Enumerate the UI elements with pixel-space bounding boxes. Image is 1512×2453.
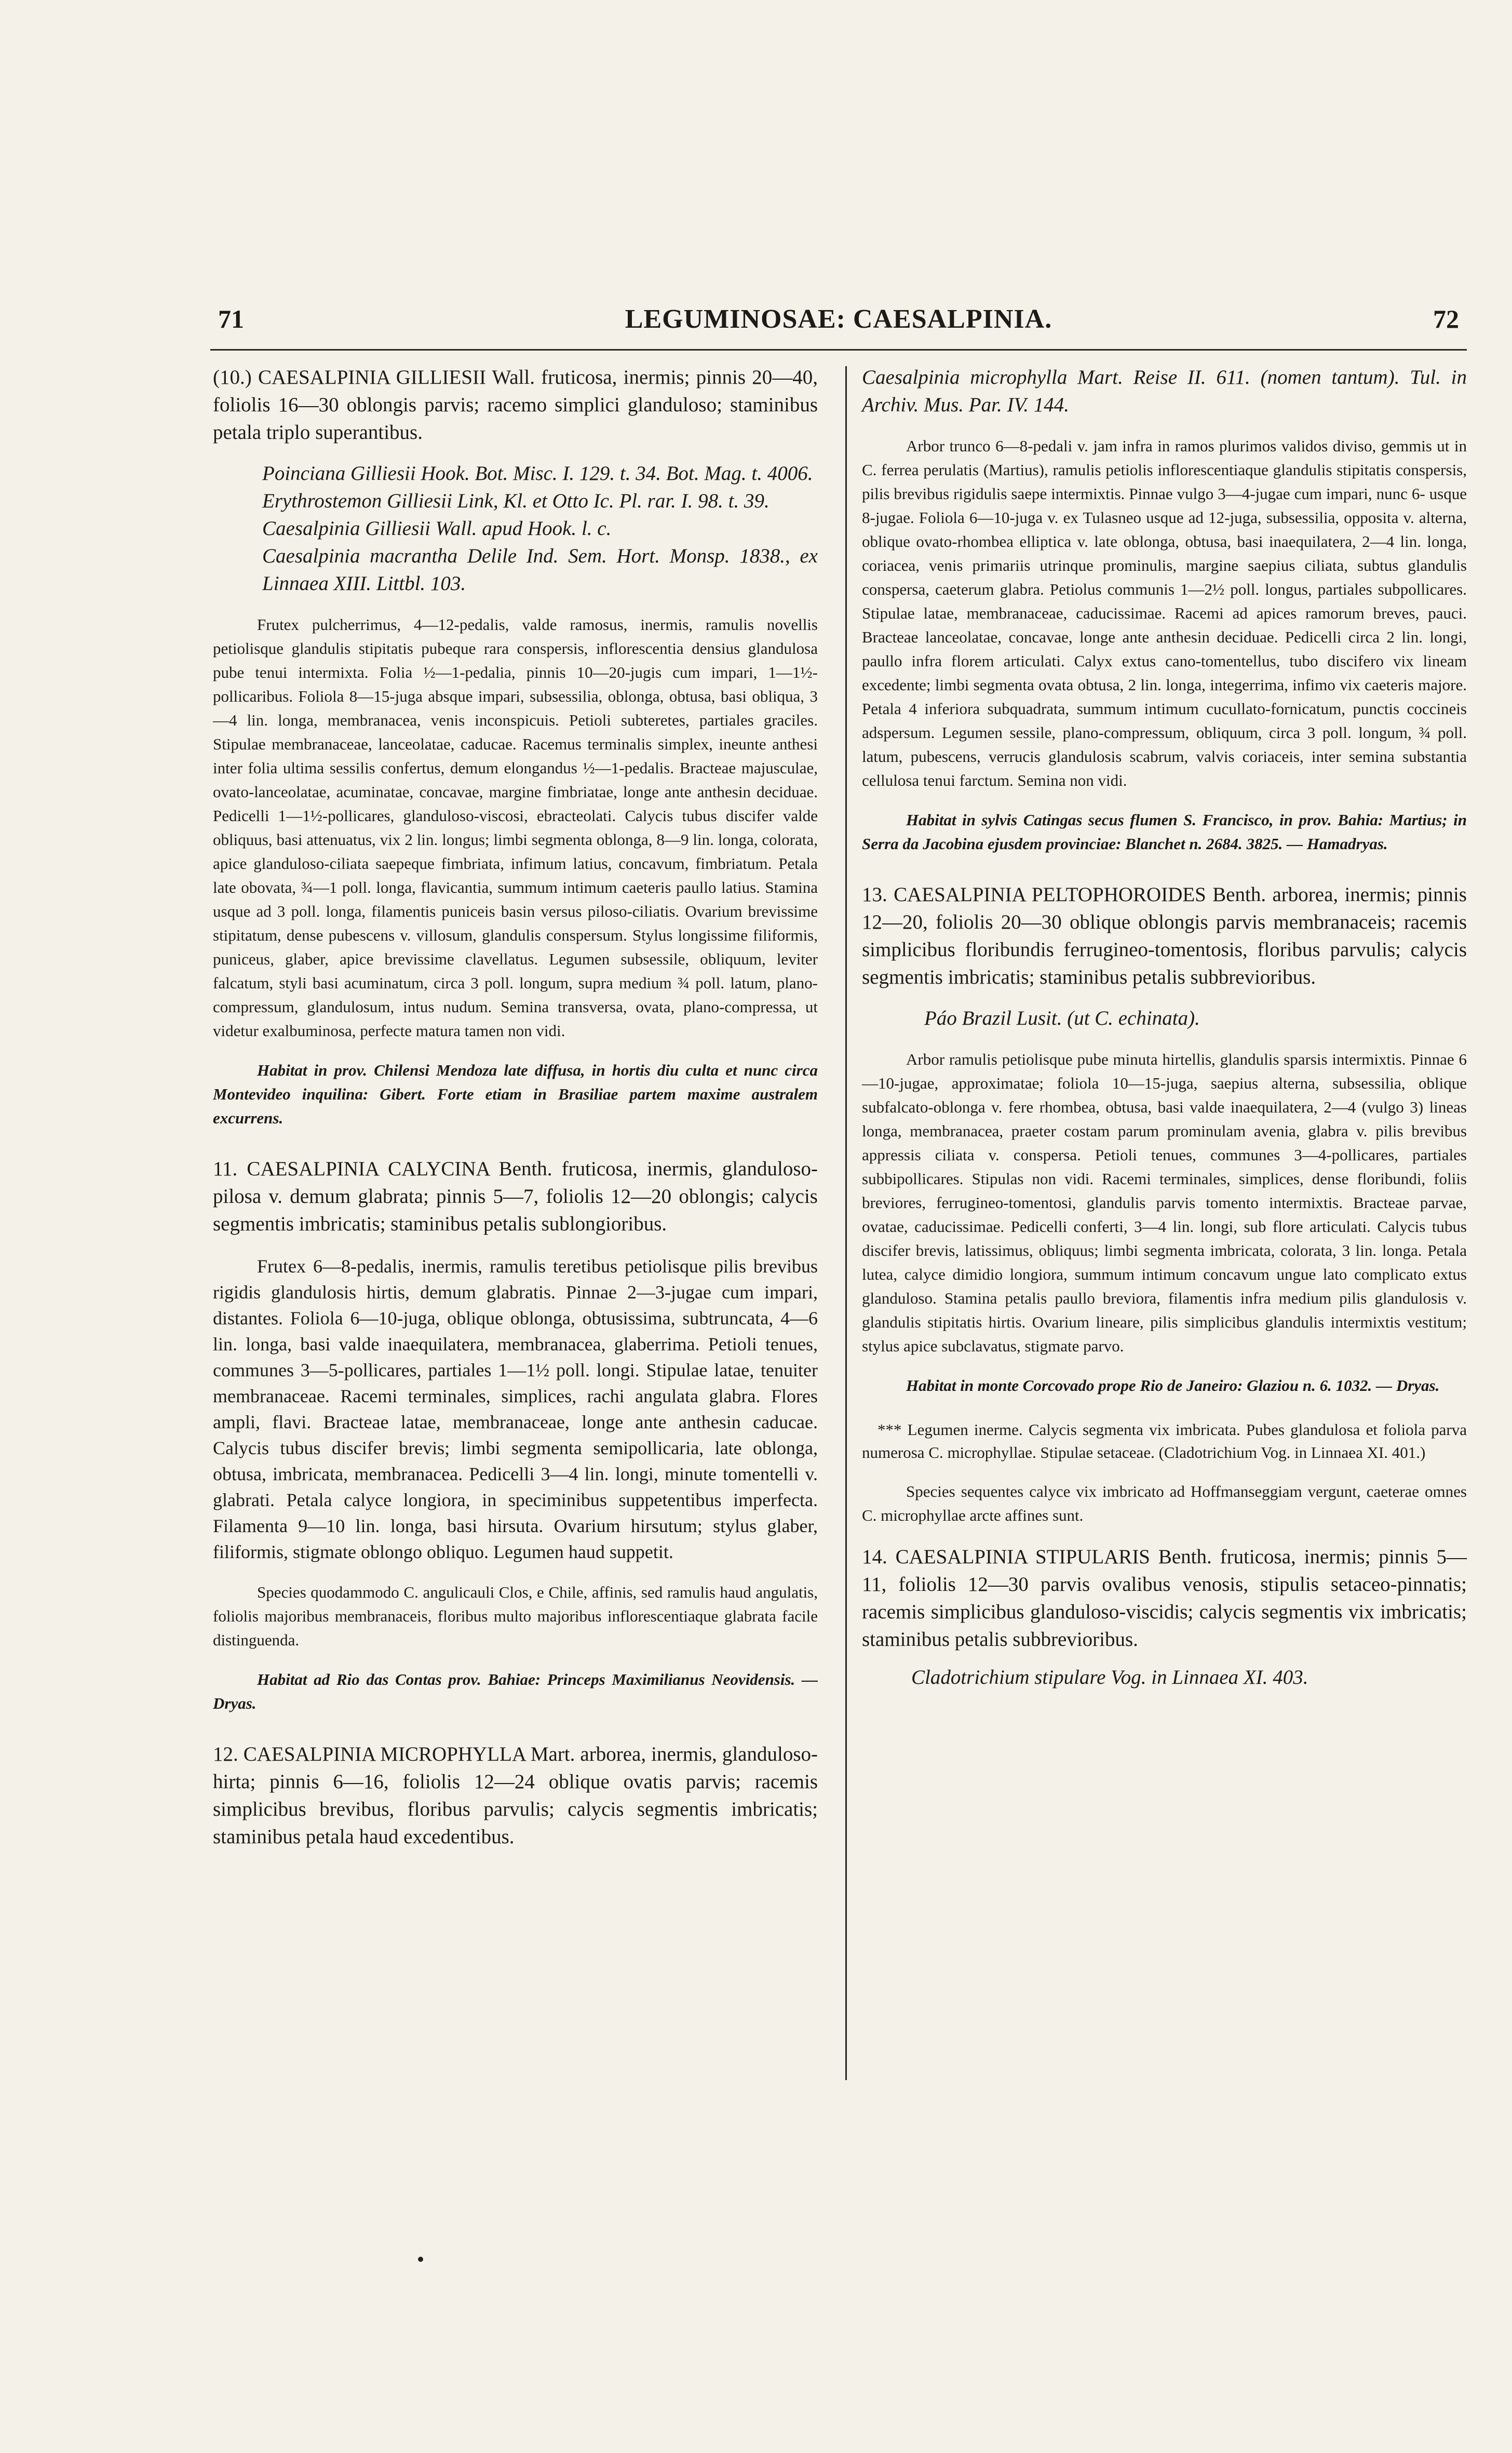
- page-number-left: 71: [218, 304, 244, 333]
- entry-13-description: Arbor ramulis petiolisque pube minuta hirtellis, glandulis sparsis intermixtis. Pinnae 6—10-jugae, approximatae; foliola 10—15-juga, saepius alterna, subsessilia, oblique subfalcato-oblonga v. fere rhombea, obtusa, basi valde inaequilatera, 2—4 (vulgo 3) lineas longa, membranacea, praeter costam parum prominulam avenia, glabra v. pilis brevibus appressis ciliata v. conspersa. Petioli tenues, communes 3—4-pollicares, partiales subbipollicares. Stipulas non vidi. Racemi terminales, simplices, dense floribundi, foliis breviores, ferrugineo-tomentosi, glandulis parvis tomento intermixtis. Bracteae parvae, ovatae, caducissimae. Pedicelli conferti, 3—4 lin. longi, sub flore articulati. Calycis tubus discifer brevis, latissimus, obliquus; limbi segmenta imbricata, colorata, 3 lin. longa. Petala lutea, calyce dimidio longiora, summum intimum concavum ungue lato complicato extus glanduloso. Stamina petalis paullo breviora, filamentis infra medium pilis glandulosis v. glandulis stipitatis hirtis. Ovarium lineare, pilis simplicibus glandulis intermixtis vestitum; stylus apice subclavatus, stigmate parvo.: [862, 1050, 1467, 1355]
- entry-10-diagnosis: (10.) CAESALPINIA GILLIESII Wall. fruticosa, inermis; pinnis 20—40, foliolis 16—30 oblongis parvis; racemo simplici glanduloso; staminibus petala triplo superantibus.: [213, 366, 818, 444]
- entry-12-diagnosis: 12. CAESALPINIA MICROPHYLLA Mart. arborea, inermis, glanduloso-hirta; pinnis 6—16, foliolis 12—24 oblique ovatis parvis; racemis simplicibus brevibus, floribus parvulis; calycis segmentis imbricatis; staminibus petala haud excedentibus.: [213, 1743, 818, 1848]
- page-header: [218, 304, 1459, 345]
- synonym: Caesalpinia macrantha Delile Ind. Sem. Hort. Monsp. 1838., ex Linnaea XIII. Littbl. 103.: [262, 545, 818, 595]
- entry-11-diagnosis: 11. CAESALPINIA CALYCINA Benth. fruticosa, inermis, glanduloso-pilosa v. demum glabrata; pinnis 5—7, foliolis 12—20 oblongis; calycis segmentis imbricatis; staminibus petalis sublongioribus.: [213, 1158, 818, 1235]
- ink-speck: [418, 2257, 423, 2262]
- synonym: Caesalpinia Gilliesii Wall. apud Hook. l. c.: [262, 517, 612, 540]
- entry-12-synonym: Caesalpinia microphylla Mart. Reise II. 611. (nomen tantum). Tul. in Archiv. Mus. Par. IV. 144.: [862, 366, 1467, 416]
- header-rule: [210, 349, 1467, 351]
- synonym: Poinciana Gilliesii Hook. Bot. Misc. I. 129. t. 34. Bot. Mag. t. 4006.: [262, 462, 813, 485]
- entry-13-diagnosis: 13. CAESALPINIA PELTOPHOROIDES Benth. arborea, inermis; pinnis 12—20, foliolis 20—30 oblique oblongis parvis membranaceis; racemis simplicibus floribundis ferrugineo-tomentosis, floribus parvulis; calycis segmentis imbricatis; staminibus petalis subbrevioribus.: [862, 883, 1467, 988]
- section-note-2: Species sequentes calyce vix imbricato ad Hoffmanseggiam vergunt, caeterae omnes C. microphyllae arcte affines sunt.: [862, 1482, 1467, 1524]
- running-head: LEGUMINOSAE: CAESALPINIA.: [625, 304, 1052, 334]
- entry-12-habitat: Habitat in sylvis Catingas secus flumen S. Francisco, in prov. Bahia: Martius; in Serra da Jacobina ejusdem provinciae: Blanchet n. 2684. 3825. — Hamadryas.: [862, 811, 1467, 853]
- section-note: *** Legumen inerme. Calycis segmenta vix imbricata. Pubes glandulosa et foliola parva numerosa C. microphyllae. Stipulae setaceae. (Cladotrichium Vog. in Linnaea XI. 401.): [862, 1420, 1467, 1462]
- synonym: Erythrostemon Gilliesii Link, Kl. et Otto Ic. Pl. rar. I. 98. t. 39.: [262, 490, 770, 512]
- entry-12-description: Arbor trunco 6—8-pedali v. jam infra in ramos plurimos validos diviso, gemmis ut in C. ferrea perulatis (Martius), ramulis petiolis inflorescentiaque glandulis stipitatis conspersis, pilis brevibus rigidulis saepe intermixtis. Pinnae vulgo 3—4-jugae cum impari, nunc 6- usque 8-jugae. Foliola 6—10-juga v. ex Tulasneo usque ad 12-juga, subsessilia, opposita v. alterna, oblique ovato-rhombea elliptica v. late oblonga, obtusa, basi inaequilatera, 2—4 lin. longa, coriacea, venis primariis utrinque prominulis, margine saepius ciliata, subtus glandulis conspersa, caeterum glabra. Petiolus communis 1—2½ poll. longus, partiales subpollicares. Stipulae latae, membranaceae, caducissimae. Racemi ad apices ramorum breves, pauci. Bracteae lanceolatae, concavae, longe ante anthesin deciduae. Pedicelli circa 2 lin. longi, paullo infra florem articulati. Calyx extus cano-tomentellus, tubo discifero vix lineam excedente; limbi segmenta ovata obtusa, 2 lin. longa, integerrima, infimo vix caeteris majore. Petala 4 inferiora subquadrata, summum intimum cucullato-fornicatum, punctis coccineis adspersum. Legumen sessile, plano-compressum, obliquum, circa 3 poll. longum, ¾ poll. latum, pubescens, verrucis glandulosis scabrum, valvis coriaceis, inter semina substantia cellulosa tenui farctum. Semina non vidi.: [862, 437, 1467, 789]
- entry-13-vernacular: Páo Brazil Lusit. (ut C. echinata).: [924, 1007, 1200, 1029]
- left-column: [213, 364, 818, 1851]
- column-divider: [845, 366, 847, 2080]
- page-number-right: 72: [1433, 304, 1459, 333]
- entry-10-description: Frutex pulcherrimus, 4—12-pedalis, valde ramosus, inermis, ramulis novellis petiolisque glandulis stipitatis pubeque rara conspersis, inflorescentia densius glandulosa pube tenui intermixta. Folia ½—1-pedalia, pinnis 10—20-jugis cum impari, 1—1½-pollicaribus. Foliola 8—15-juga absque impari, subsessilia, oblonga, obtusa, basi obliqua, 3—4 lin. longa, membranacea, venis inconspicuis. Petioli subteretes, partiales graciles. Stipulae membranaceae, lanceolatae, caducae. Racemus terminalis simplex, ineunte anthesi inter folia ultima sessilis confertus, demum elongandus ½—1-pedalis. Bracteae majusculae, ovato-lanceolatae, acuminatae, concavae, margine fimbriatae, longe ante anthesin deciduae. Pedicelli 1—1½-pollicares, glanduloso-viscosi, ebracteolati. Calycis tubus discifer valde obliquus, basi attenuatus, vix 2 lin. longus; limbi segmenta oblonga, 8—9 lin. longa, colorata, apice glanduloso-ciliata saepeque fimbriata, infimum latius, concavum, fimbriatum. Petala late obovata, ¾—1 poll. longa, flavicantia, summum intimum caeteris paullo latius. Stamina usque ad 3 poll. longa, filamentis puniceis basin versus piloso-ciliatis. Ovarium brevissime stipitatum, dense pubescens v. villosum, glandulis conspersum. Stylus longissime filiformis, puniceus, glaber, apice brevissime clavellatus. Legumen subsessile, obliquum, leviter falcatum, styli basi acuminatum, circa 3 poll. longum, supra medium ¾ poll. latum, plano-compressum, glandulosum, intus nudum. Semina transversa, ovata, plano-compressa, ut videtur exalbuminosa, perfecte matura tamen non vidi.: [213, 615, 818, 1040]
- entry-11-description: Frutex 6—8-pedalis, inermis, ramulis teretibus petiolisque pilis brevibus rigidis glandulosis hirtis, demum glabratis. Pinnae 2—3-jugae cum impari, distantes. Foliola 6—10-juga, oblique oblonga, obtusissima, subtruncata, 4—6 lin. longa, basi valde inaequilatera, membranacea, glaberrima. Petioli tenues, communes 3—5-pollicares, partiales 1—1½ poll. longi. Stipulae latae, tenuiter membranaceae. Racemi terminales, simplices, rachi angulata glabra. Flores ampli, flavi. Bracteae latae, membranaceae, longe ante anthesin caducae. Calycis tubus discifer brevis; limbi segmenta semipollicaria, late oblonga, obtusa, imbricata, membranacea. Pedicelli 3—4 lin. longi, minute tomentelli v. glabrati. Petala calyce longiora, in speciminibus suppetentibus imperfecta. Filamenta 9—10 lin. longa, basi hirsuta. Ovarium hirsutum; stylus glaber, filiformis, stigmate oblongo obliquo. Legumen haud suppetit.: [213, 1256, 818, 1562]
- entry-10-synonyms: [213, 460, 818, 597]
- entry-11-habitat: Habitat ad Rio das Contas prov. Bahiae: Princeps Maximilianus Neovidensis. — Dryas.: [213, 1670, 818, 1712]
- right-column: [862, 364, 1467, 1691]
- entry-11-note: Species quodammodo C. angulicauli Clos, e Chile, affinis, sed ramulis haud angulatis, foliolis majoribus membranaceis, floribus multo majoribus inflorescentiaque glabrata facile distinguenda.: [213, 1583, 818, 1649]
- entry-14-diagnosis: 14. CAESALPINIA STIPULARIS Benth. fruticosa, inermis; pinnis 5—11, foliolis 12—30 parvis ovalibus venosis, stipulis setaceo-pinnatis; racemis simplicibus glanduloso-viscidis; calycis segmentis vix imbricatis; staminibus petalis subbrevioribus.: [862, 1546, 1467, 1651]
- entry-10-habitat: Habitat in prov. Chilensi Mendoza late diffusa, in hortis diu culta et nunc circa Montevideo inquilina: Gibert. Forte etiam in Brasiliae partem maxime australem excurrens.: [213, 1061, 818, 1127]
- entry-13-habitat: Habitat in monte Corcovado prope Rio de Janeiro: Glaziou n. 6. 1032. — Dryas.: [906, 1376, 1440, 1395]
- entry-14-synonym: Cladotrichium stipulare Vog. in Linnaea XI. 403.: [911, 1666, 1308, 1688]
